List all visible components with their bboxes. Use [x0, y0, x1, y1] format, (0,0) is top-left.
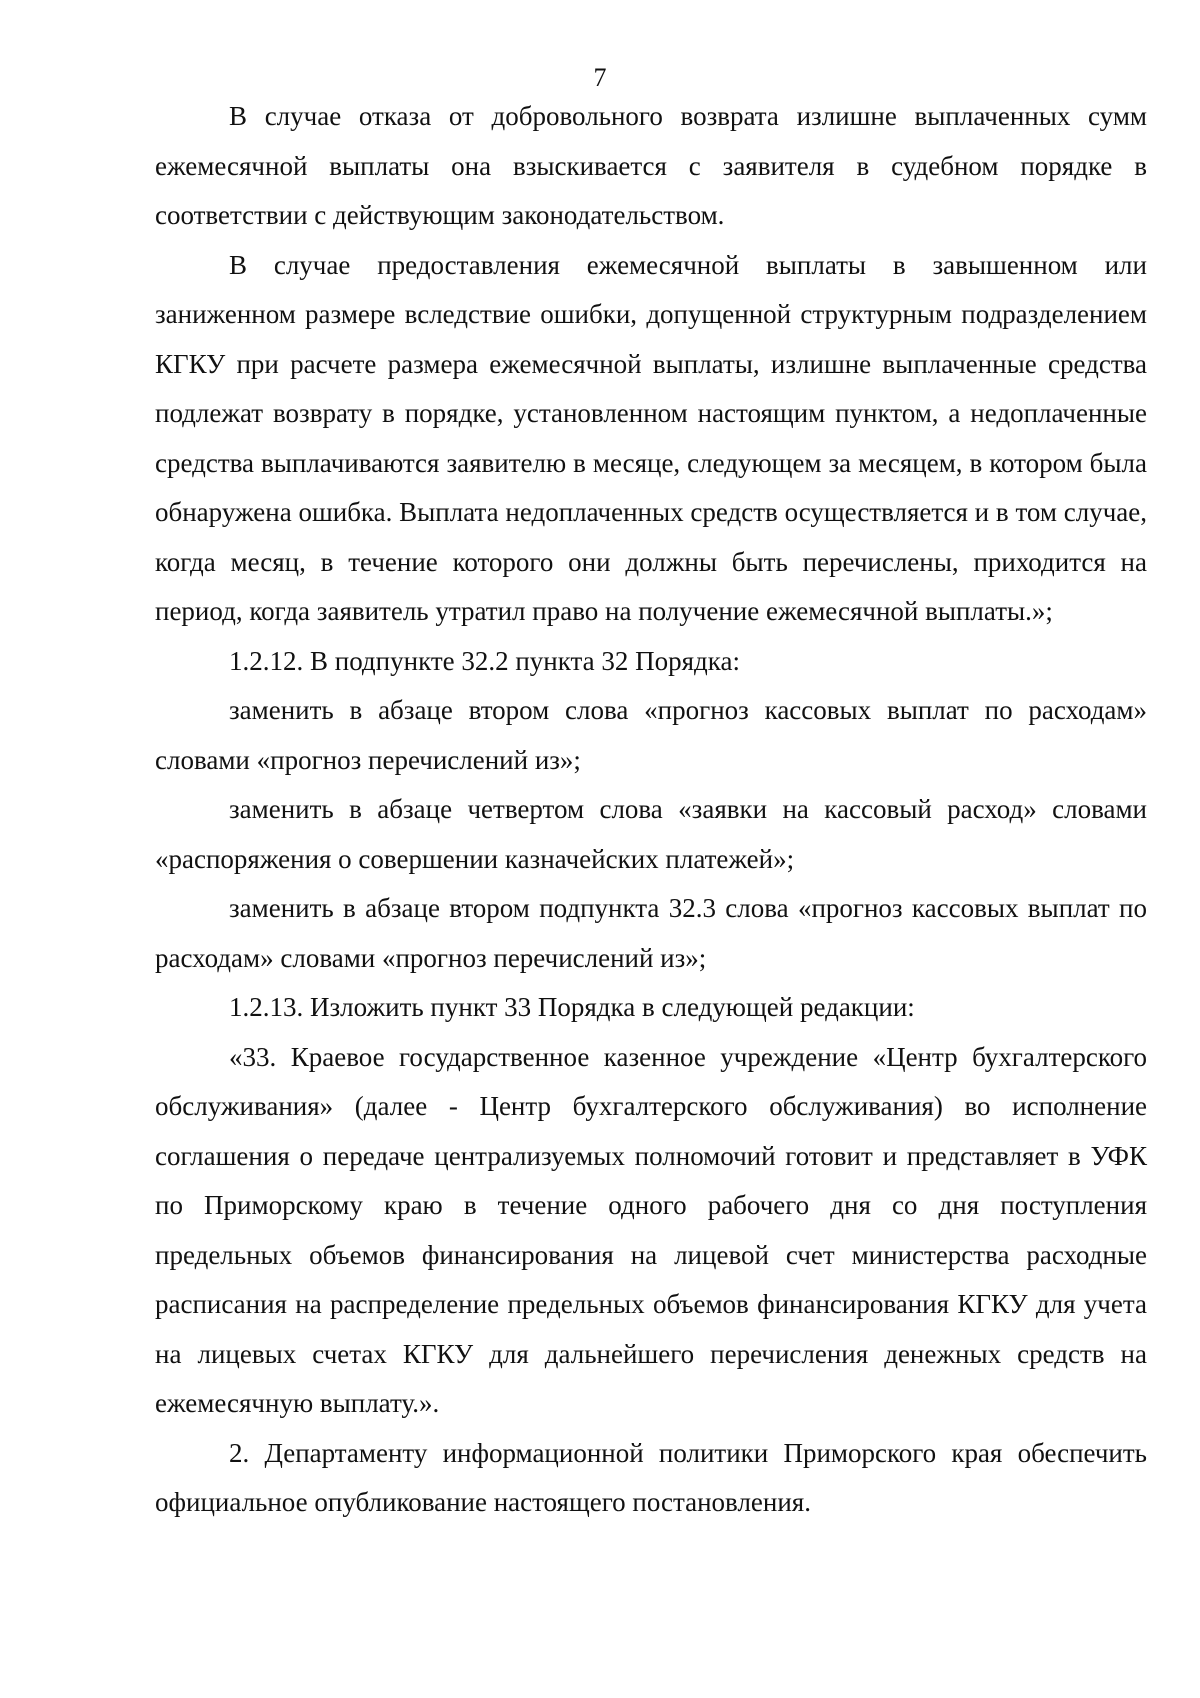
- paragraph-item-1-2-12: 1.2.12. В подпункте 32.2 пункта 32 Порядка:: [229, 645, 740, 676]
- page-number: 7: [593, 63, 607, 92]
- document-body: [155, 92, 1147, 1528]
- paragraph-department: 2. Департаменту информационной политики Приморского края обеспечить официальное опубликование настоящего постановления.: [155, 1437, 1147, 1517]
- paragraph-replace-second: заменить в абзаце втором слова «прогноз кассовых выплат по расходам» словами «прогноз перечислений из»;: [155, 695, 1147, 775]
- paragraph-replace-fourth: заменить в абзаце четвертом слова «заявки на кассовый расход» словами «распоряжения о совершении казначейских платежей»;: [155, 794, 1147, 874]
- paragraph-item-1-2-13: 1.2.13. Изложить пункт 33 Порядка в следующей редакции:: [229, 992, 915, 1022]
- paragraph-refund-refusal: В случае отказа от добровольного возврата излишне выплаченных сумм ежемесячной выплаты она взыскивается с заявителя в судебном порядке в соответствии с действующим законодательством.: [155, 101, 1147, 230]
- paragraph-payment-error: В случае предоставления ежемесячной выплаты в завышенном или заниженном размере вследствие ошибки, допущенной структурным подразделением КГКУ при расчете размера ежемесячной выплаты, излишне выплаченные средства подлежат возврату в порядке, установленном настоящим пунктом, а недоплаченные средства выплачиваются заявителю в месяце, следующем за месяцем, в котором была обнаружена ошибка. Выплата недоплаченных средств осуществляется и в том случае, когда месяц, в течение которого они должны быть перечислены, приходится на период, когда заявитель утратил право на получение ежемесячной выплаты.»;: [155, 249, 1147, 626]
- paragraph-replace-32-3: заменить в абзаце втором подпункта 32.3 слова «прогноз кассовых выплат по расходам» словами «прогноз перечислений из»;: [155, 893, 1147, 973]
- paragraph-item-33: «33. Краевое государственное казенное учреждение «Центр бухгалтерского обслуживания» (далее - Центр бухгалтерского обслуживания) во исполнение соглашения о передаче централизуемых полномочий готовит и представляет в УФК по Приморскому краю в течение одного рабочего дня со дня поступления предельных объемов финансирования на лицевой счет министерства расходные расписания на распределение предельных объемов финансирования КГКУ для учета на лицевых счетах КГКУ для дальнейшего перечисления денежных средств на ежемесячную выплату.».: [155, 1041, 1147, 1418]
